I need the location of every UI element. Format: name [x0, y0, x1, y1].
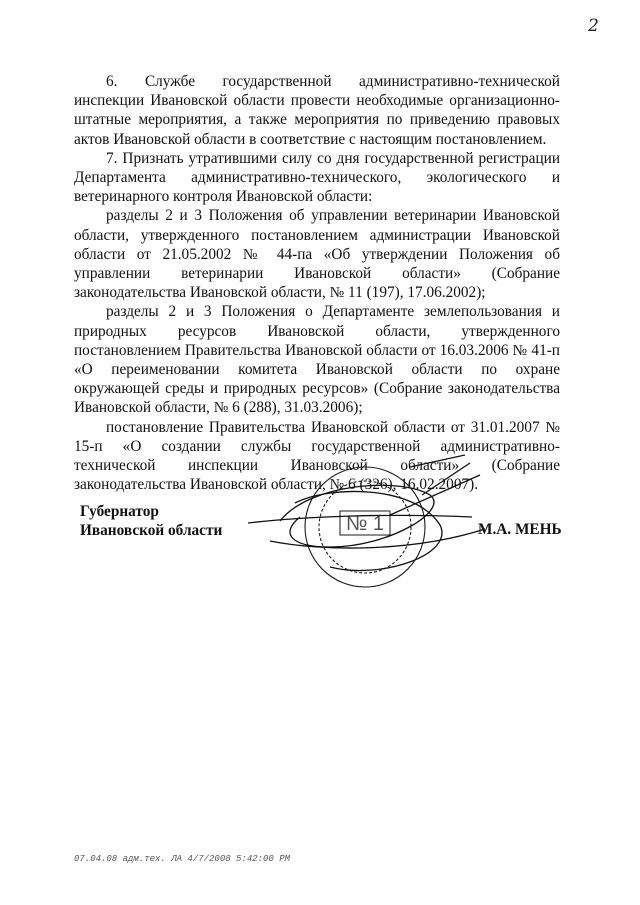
stamp-and-signature	[240, 455, 510, 595]
stamp-number: № 1	[345, 513, 385, 535]
page-number: 2	[588, 16, 599, 36]
signatory-title-line1: Губернатор	[80, 503, 159, 520]
document-footer: 07.04.08 адм.тех. ЛА 4/7/2008 5:42:00 PM	[74, 854, 291, 864]
paragraph-resolution-15p: постановление Правительства Ивановской области от 31.01.2007 № 15-п «О создании службы государственной административно-технической инспекции Ивановской области» (Собрание законодательства Ивановской области, № 6 (326), 16.02.2007).	[74, 418, 560, 494]
paragraph-6: 6. Службе государственной административно-технической инспекции Ивановской области провести необходимые организационно-штатные мероприятия, а также мероприятия по приведению правовых актов Ивановской области в соответствие с настоящим постановлением.	[74, 73, 560, 148]
document-body	[74, 72, 560, 494]
signatory-name: М.А. МЕНЬ	[478, 521, 562, 538]
paragraph-veterinary-sections: разделы 2 и 3 Положения об управлении ветеринарии Ивановской области, утвержденного постановлением администрации Ивановской области от 21.05.2002 № 44-па «Об утверждении Положения об управлении ветеринарии Ивановской области» (Собрание законодательства Ивановской области, № 11 (197), 17.06.2002);	[74, 207, 560, 302]
signatory-title-line2: Ивановской области	[80, 522, 223, 540]
paragraph-land-use-sections: разделы 2 и 3 Положения о Департаменте землепользования и природных ресурсов Ивановской области, утвержденного постановлением Правительства Ивановской области от 16.03.2006 № 41-п «О переименовании комитета Ивановской области по охране окружающей среды и природных ресурсов» (Собрание законодательства Ивановской области, № 6 (288), 31.03.2006);	[74, 303, 560, 417]
paragraph-7: 7. Признать утратившими силу со дня государственной регистрации Департамента административно-технического, экологического и ветеринарного контроля Ивановской области:	[74, 149, 560, 206]
signatory-title	[80, 502, 222, 541]
